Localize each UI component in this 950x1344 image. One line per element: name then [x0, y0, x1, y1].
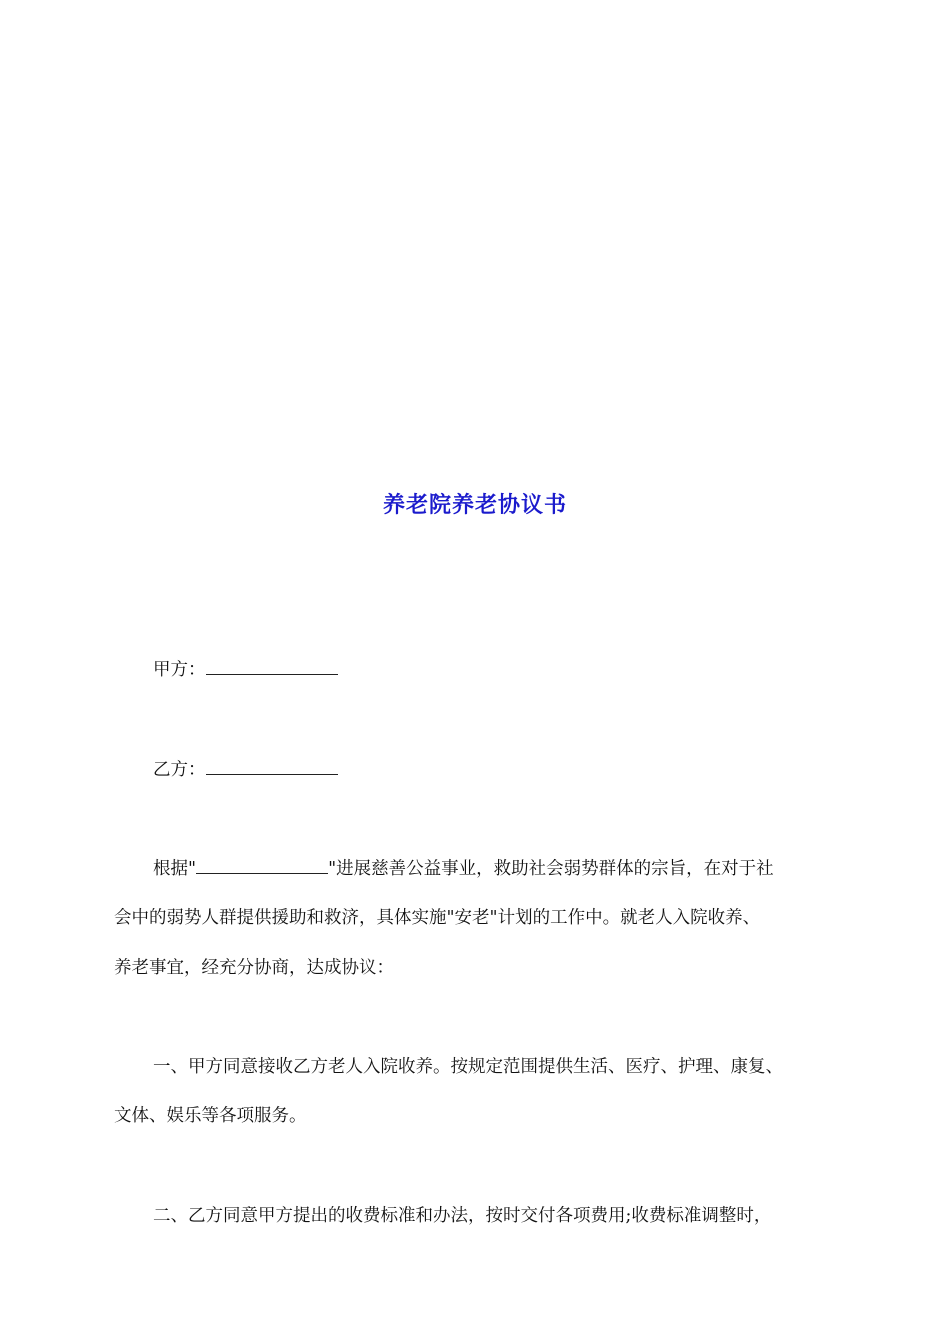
- preamble-line-3: 养老事宜，经充分协商，达成协议：: [114, 958, 394, 978]
- party-a-label: 甲方：: [153, 660, 206, 680]
- clause-1-line-1: 一、甲方同意接收乙方老人入院收养。按规定范围提供生活、医疗、护理、康复、: [153, 1057, 783, 1077]
- clause-1-line-2: 文体、娱乐等各项服务。: [114, 1106, 307, 1126]
- preamble-suffix: "进展慈善公益事业，救助社会弱势群体的宗旨，在对于社: [328, 859, 774, 879]
- document-title: 养老院养老协议书: [382, 492, 567, 518]
- party-b-blank: [206, 758, 338, 775]
- preamble-prefix: 根据": [153, 859, 197, 879]
- party-b-line: [153, 758, 338, 782]
- clause-2-line-1: 二、乙方同意甲方提出的收费标准和办法，按时交付各项费用;收费标准调整时，: [153, 1206, 772, 1226]
- party-a-blank: [206, 658, 338, 675]
- preamble-blank: [196, 857, 328, 874]
- party-a-line: [153, 658, 338, 682]
- party-b-label: 乙方：: [153, 760, 206, 780]
- preamble-line-2: 会中的弱势人群提供援助和救济，具体实施"安老"计划的工作中。就老人入院收养、: [114, 908, 761, 928]
- preamble-line-1: [153, 857, 774, 881]
